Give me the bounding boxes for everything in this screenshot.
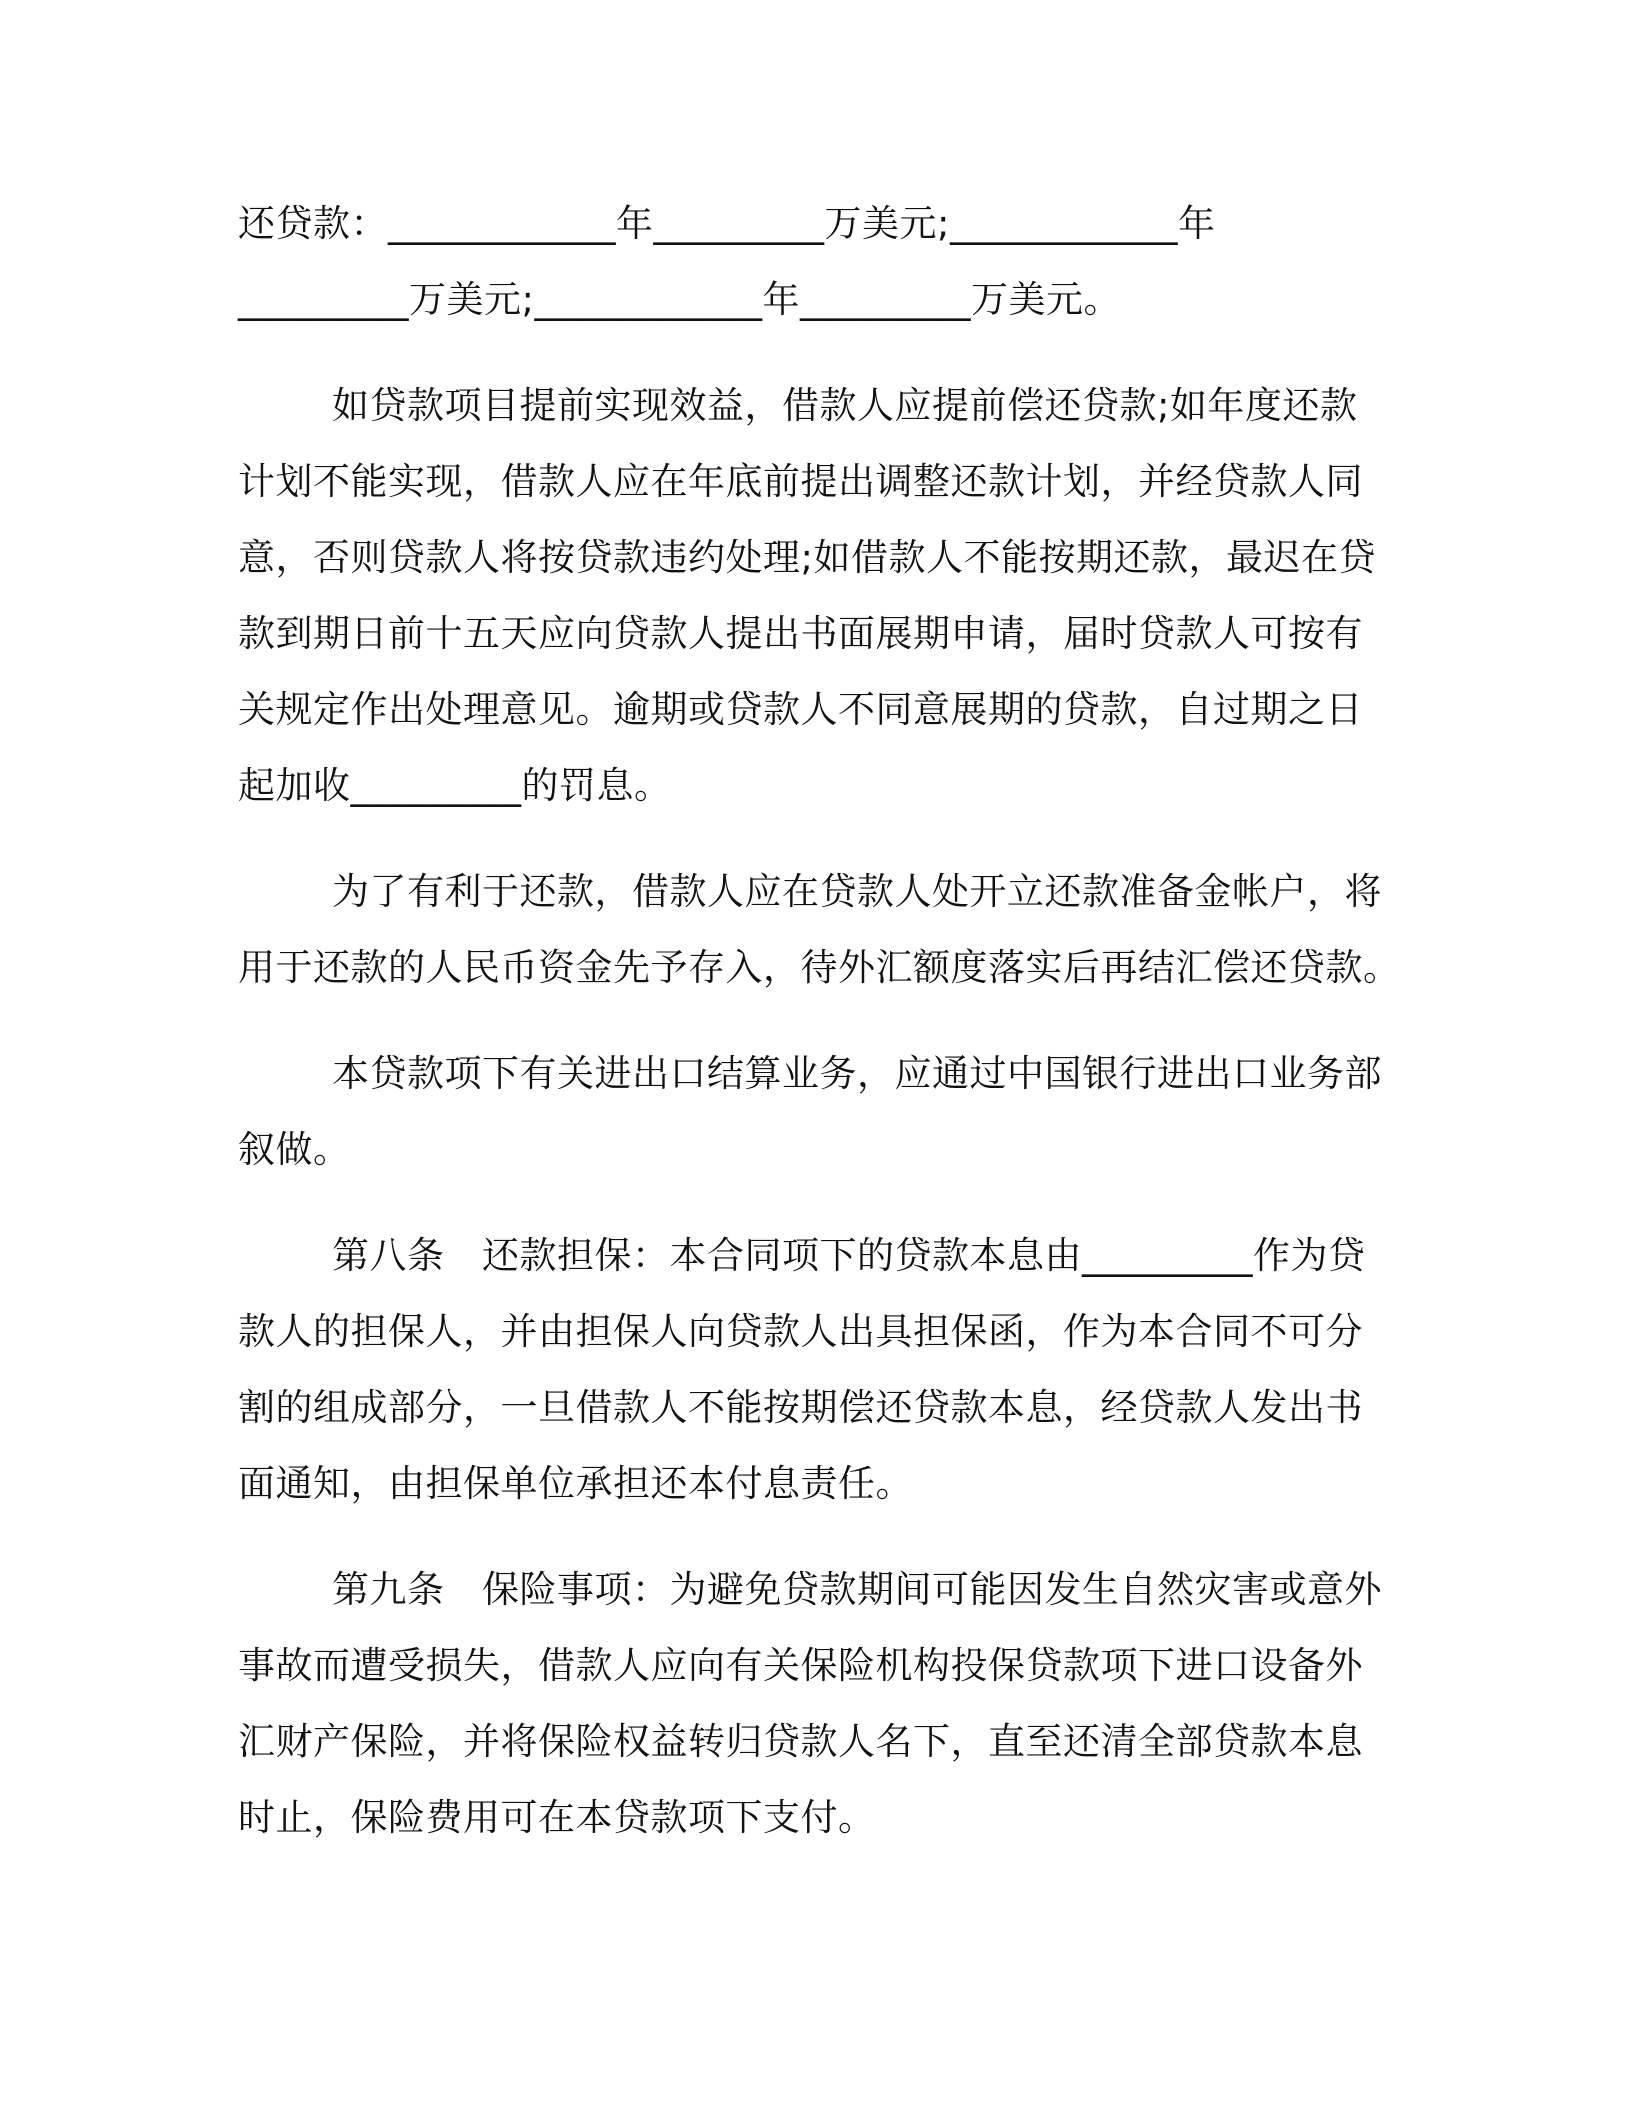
text-line: 叙做。 <box>238 1128 351 1171</box>
article-9-paragraph <box>238 1552 1382 1856</box>
repayment-schedule-paragraph <box>238 186 1378 338</box>
text-line: 本贷款项下有关进出口结算业务，应通过中国银行进出口业务部 <box>332 1052 1382 1095</box>
text-line: 款到期日前十五天应向贷款人提出书面展期申请，届时贷款人可按有 <box>238 612 1363 655</box>
text-line: 第八条 还款担保：本合同项下的贷款本息由_________作为贷 <box>332 1234 1366 1277</box>
text-line: 第九条 保险事项：为避免贷款期间可能因发生自然灾害或意外 <box>332 1568 1382 1611</box>
settlement-paragraph <box>238 1036 1382 1188</box>
text-line: 割的组成部分，一旦借款人不能按期偿还贷款本息，经贷款人发出书 <box>238 1386 1363 1429</box>
text-line: 时止，保险费用可在本贷款项下支付。 <box>238 1796 876 1839</box>
text-line: 意，否则贷款人将按贷款违约处理;如借款人不能按期还款，最迟在贷 <box>238 536 1376 579</box>
text-line: 如贷款项目提前实现效益，借款人应提前偿还贷款;如年度还款 <box>332 384 1358 427</box>
text-line: 关规定作出处理意见。逾期或贷款人不同意展期的贷款，自过期之日 <box>238 688 1363 731</box>
text-line: 起加收_________的罚息。 <box>238 764 672 807</box>
text-line: 还贷款：____________年_________万美元;____________年 <box>238 202 1216 245</box>
text-line: 面通知，由担保单位承担还本付息责任。 <box>238 1462 913 1505</box>
text-line: 用于还款的人民币资金先予存入，待外汇额度落实后再结汇偿还贷款。 <box>238 946 1401 989</box>
early-repayment-paragraph <box>238 368 1378 824</box>
text-line: 为了有利于还款，借款人应在贷款人处开立还款准备金帐户，将 <box>332 870 1382 913</box>
text-line: 事故而遭受损失，借款人应向有关保险机构投保贷款项下进口设备外 <box>238 1644 1363 1687</box>
article-8-paragraph <box>238 1218 1378 1522</box>
text-line: 汇财产保险，并将保险权益转归贷款人名下，直至还清全部贷款本息 <box>238 1720 1363 1763</box>
text-line: _________万美元;____________年_________万美元。 <box>238 278 1121 321</box>
text-line: 计划不能实现，借款人应在年底前提出调整还款计划，并经贷款人同 <box>238 460 1363 503</box>
text-line: 款人的担保人，并由担保人向贷款人出具担保函，作为本合同不可分 <box>238 1310 1363 1353</box>
document-page <box>238 186 1401 1856</box>
reserve-account-paragraph <box>238 854 1401 1006</box>
